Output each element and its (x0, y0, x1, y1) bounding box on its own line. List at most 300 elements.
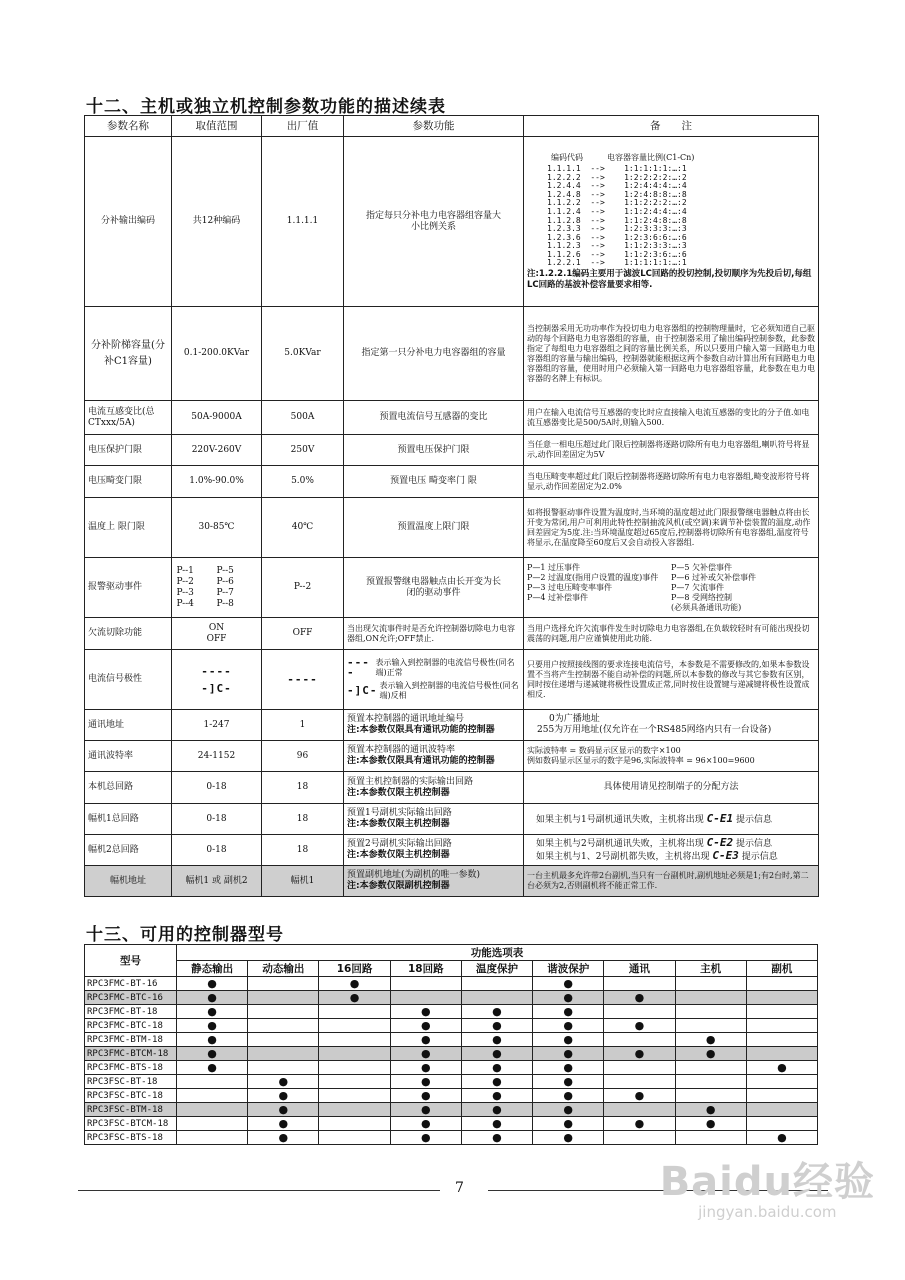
feature-cell (675, 1047, 746, 1061)
model-name: RPC3FMC-BT-16 (85, 977, 177, 991)
remark-line: 例如数码显示区显示的数字是96,实际波特率 = 96×100=9600 (527, 756, 755, 765)
feature-dot-icon: ● (420, 1117, 431, 1130)
feature-cell (319, 1089, 390, 1103)
param-function (344, 866, 524, 897)
func-text: 预置1号副机实际输出回路 (347, 808, 452, 818)
error-code: C-E2 (706, 836, 734, 849)
param-remarks (524, 710, 819, 741)
codes-list: 1.1.1.1 --> 1:1:1:1:1:…:1 1.2.2.2 --> 1:2:2:2:2:…:2 1.2.4.4 --> 1:2:4:4:4:…:4 1.2.4.8 --> 1:2:4:8:8:…:8 1.1.2.2 --> 1:1:2:2:2:…:2 1.1.2.4 --> 1:1:2:4:4:…:4 1.1.2.8 --> 1:1:2:4:8:…:8 1.2.3.3 --> 1:2:3:3:3:…:3 1.2.3.6 --> 1:2:3:6:6:…:6 1.1.2.3 --> 1:1:2:3:3:…:3 1.1.2.6 --> 1:1:2:3:6:…:6 1.2.2.1 --> 1:1:1:1:1:…:1 (547, 163, 687, 268)
feature-dot-icon: ● (207, 1061, 217, 1074)
feature-cell (675, 1089, 746, 1103)
model-name: RPC3FSC-BTS-18 (85, 1131, 177, 1145)
param-default: 96 (262, 741, 344, 772)
feature-cell (604, 1103, 675, 1117)
param-name: 幅机2总回路 (85, 835, 172, 866)
feature-cell (604, 991, 675, 1005)
func-note: 注:本参数仅限副机控制器 (347, 881, 450, 891)
feature-dot-icon: ● (207, 977, 217, 990)
param-remarks (524, 741, 819, 772)
func-text: 预置主机控制器的实际输出回路 (347, 776, 474, 787)
header-feature: 副机 (746, 961, 817, 977)
feature-cell (248, 1075, 319, 1089)
param-function (344, 741, 524, 772)
polarity-normal-symbol: ---- (347, 656, 370, 679)
feature-cell (746, 1061, 817, 1075)
param-range (172, 618, 262, 650)
feature-cell (177, 1089, 248, 1103)
param-remarks: 当用户选择允许欠流事件发生时切除电力电容器组,在负载较轻时有可能出现投切震荡的问题,用户应谨慎使用此功能. (524, 618, 819, 650)
param-remarks: 具体使用请见控制端子的分配方法 (524, 772, 819, 804)
table-row (85, 1075, 818, 1089)
alarm-event: P—6 过补或欠补偿事件 (671, 572, 757, 582)
param-function: 当出现欠流事件时是否允许控制器切除电力电容器组,ON允许;OFF禁止. (344, 618, 524, 650)
header-feature: 温度保护 (461, 961, 532, 977)
alarm-code: P--8 (216, 598, 234, 609)
polarity-normal-desc: 表示输入到控制器的电流信号极性(同名端)正常 (375, 658, 515, 677)
feature-cell (746, 1103, 817, 1117)
param-default: 18 (262, 835, 344, 866)
remark-line: 0为广播地址 (549, 714, 600, 724)
table-row (85, 401, 819, 435)
feature-dot-icon: ● (705, 1103, 716, 1116)
feature-cell (604, 1131, 675, 1145)
feature-cell (675, 991, 746, 1005)
feature-dot-icon: ● (492, 1061, 502, 1074)
param-function (344, 835, 524, 866)
feature-dot-icon: ● (349, 991, 360, 1004)
feature-cell (461, 1033, 532, 1047)
feature-cell (390, 1005, 461, 1019)
alarm-code: P--2 (176, 576, 194, 587)
feature-dot-icon: ● (420, 1047, 431, 1060)
header-remarks: 备 注 (524, 116, 819, 137)
param-default: P--2 (262, 558, 344, 618)
feature-dot-icon: ● (563, 977, 573, 990)
feature-cell (746, 1117, 817, 1131)
feature-cell (461, 1047, 532, 1061)
alarm-code: P--7 (216, 587, 234, 598)
table-row (85, 137, 819, 307)
header-feature: 16回路 (319, 961, 390, 977)
alarm-event: P—5 欠补偿事件 (671, 562, 733, 572)
param-range (172, 558, 262, 618)
model-name: RPC3FMC-BT-18 (85, 1005, 177, 1019)
feature-cell (675, 1061, 746, 1075)
table-row (85, 1061, 818, 1075)
remark-text: 如果主机与1号副机通讯失败，主机将出现 (536, 814, 704, 825)
watermark (660, 1150, 875, 1221)
feature-dot-icon: ● (492, 1005, 502, 1018)
feature-dot-icon: ● (420, 1103, 431, 1116)
range-off: OFF (206, 633, 227, 644)
alarm-event: P—3 过电压畸变率事件 (527, 582, 613, 592)
table-row (85, 991, 818, 1005)
table-row (85, 558, 819, 618)
remark-line: 实际波特率 = 数码显示区显示的数字×100 (527, 746, 681, 755)
param-range: 1-247 (172, 710, 262, 741)
model-table-feature-row (85, 961, 818, 977)
feature-cell (604, 1033, 675, 1047)
alarm-code: P--4 (176, 598, 194, 609)
header-feature: 谐波保护 (533, 961, 604, 977)
param-range: 0-18 (172, 772, 262, 804)
feature-cell (390, 1117, 461, 1131)
remark-text: 提示信息 (741, 852, 778, 862)
feature-dot-icon: ● (705, 1033, 716, 1046)
param-remarks: 当任意一相电压超过此门限后控制器将逐路切除所有电力电容器组,喇叭符号将显示,动作回差固定为5V (524, 435, 819, 466)
feature-cell (675, 1019, 746, 1033)
table-row (85, 307, 819, 401)
func-note: 注:本参数仅限具有通讯功能的控制器 (347, 756, 495, 766)
feature-cell (746, 1089, 817, 1103)
feature-dot-icon: ● (492, 1103, 502, 1116)
feature-cell (533, 991, 604, 1005)
feature-cell (248, 1019, 319, 1033)
feature-cell (248, 977, 319, 991)
param-default: 1 (262, 710, 344, 741)
feature-dot-icon: ● (563, 1047, 573, 1060)
watermark-url: jingyan.baidu.com (698, 1203, 837, 1221)
param-default: 500A (262, 401, 344, 435)
feature-dot-icon: ● (278, 1131, 289, 1144)
feature-dot-icon: ● (563, 1103, 573, 1116)
header-range: 取值范围 (172, 116, 262, 137)
param-function: 预置电压保护门限 (344, 435, 524, 466)
feature-dot-icon: ● (777, 1131, 787, 1144)
feature-cell (461, 1131, 532, 1145)
param-function: 预置电流信号互感器的变比 (344, 401, 524, 435)
feature-cell (675, 1103, 746, 1117)
param-range (172, 650, 262, 710)
codes-header: 编码代码 电容器容量比例(C1-Cn) (551, 152, 695, 162)
feature-cell (177, 1103, 248, 1117)
feature-cell (248, 1089, 319, 1103)
feature-cell (604, 1005, 675, 1019)
table-row (85, 1033, 818, 1047)
feature-dot-icon: ● (634, 1019, 645, 1032)
param-default: 1.1.1.1 (262, 137, 344, 307)
table-row (85, 866, 819, 897)
table-header-row (85, 116, 819, 137)
param-range: 0-18 (172, 835, 262, 866)
param-function (344, 772, 524, 804)
error-code: C-E1 (706, 811, 734, 825)
feature-dot-icon: ● (705, 1117, 716, 1130)
feature-cell (390, 1103, 461, 1117)
model-table (84, 944, 818, 1145)
feature-dot-icon: ● (634, 991, 645, 1004)
feature-cell (604, 1075, 675, 1089)
model-name: RPC3FMC-BTC-18 (85, 1019, 177, 1033)
feature-cell (177, 977, 248, 991)
feature-cell (604, 1117, 675, 1131)
param-name: 本机总回路 (85, 772, 172, 804)
remark-text: 如果主机与1、2号副机都失败，主机将出现 (536, 852, 710, 862)
param-range: 共12种编码 (172, 137, 262, 307)
polarity-reverse-symbol: -]C- (347, 684, 378, 697)
func-note: 注:本参数仅限主机控制器 (347, 787, 450, 798)
table-row (85, 1005, 818, 1019)
feature-cell (604, 977, 675, 991)
param-name: 通讯波特率 (85, 741, 172, 772)
table-row (85, 466, 819, 498)
feature-dot-icon: ● (563, 991, 573, 1004)
feature-cell (746, 1075, 817, 1089)
feature-cell (533, 1089, 604, 1103)
header-default: 出厂值 (262, 116, 344, 137)
param-name: 分补输出编码 (85, 137, 172, 307)
feature-cell (177, 1005, 248, 1019)
alarm-code: P--6 (216, 576, 234, 587)
feature-cell (533, 1117, 604, 1131)
polarity-default-symbol: ---- (287, 673, 318, 686)
feature-dot-icon: ● (563, 1005, 573, 1018)
header-feature: 通讯 (604, 961, 675, 977)
header-feature: 动态输出 (248, 961, 319, 977)
param-function: 指定每只分补电力电容器组容量大小比例关系 (344, 137, 524, 307)
feature-cell (248, 1117, 319, 1131)
feature-cell (746, 1019, 817, 1033)
feature-cell (746, 1131, 817, 1145)
feature-cell (177, 1117, 248, 1131)
feature-dot-icon: ● (492, 1075, 502, 1088)
feature-cell (319, 1033, 390, 1047)
param-function (344, 804, 524, 835)
feature-dot-icon: ● (492, 1019, 502, 1032)
model-name: RPC3FMC-BTM-18 (85, 1033, 177, 1047)
model-name: RPC3FSC-BTM-18 (85, 1103, 177, 1117)
func-text: 预置副机地址(为副机的唯一参数) (347, 870, 481, 880)
param-range: 幅机1 或 副机2 (172, 866, 262, 897)
table-row (85, 1019, 818, 1033)
table-row (85, 772, 819, 804)
feature-cell (675, 1005, 746, 1019)
remark-text: 提示信息 (735, 814, 772, 825)
header-model: 型号 (85, 945, 177, 977)
feature-dot-icon: ● (207, 1019, 217, 1032)
feature-cell (177, 1033, 248, 1047)
param-default (262, 650, 344, 710)
alarm-event: P—4 过补偿事件 (527, 592, 589, 602)
feature-cell (675, 1131, 746, 1145)
param-remarks: 当控制器采用无功功率作为投切电力电容器组的控制物理量时，它必须知道自己驱动的每个回路电力电容器组的容量，由于控制器采用了输出编码控制参数，此参数指定了每组电力电容器组之间的容量比例关系，所以只要用户输入第一回路电力电容器组的容量与输出编码，控制器就能根据这两个参数自动计算出所有回路电力电容器组的容量，使用时用户必须输入第一回路电力电容器组容量，此参数在电力电容器的名牌上有标识。 (524, 307, 819, 401)
param-remarks (524, 835, 819, 866)
param-default: 5.0KVar (262, 307, 344, 401)
param-function (344, 710, 524, 741)
feature-cell (533, 977, 604, 991)
feature-cell (319, 1131, 390, 1145)
param-default: 5.0% (262, 466, 344, 498)
table-row (85, 1047, 818, 1061)
param-name: 电流互感变比(总CTxxx/5A) (85, 401, 172, 435)
func-note: 注:本参数仅限主机控制器 (347, 819, 450, 829)
feature-cell (177, 1061, 248, 1075)
func-text: 预置2号副机实际输出回路 (347, 839, 452, 849)
table-row (85, 804, 819, 835)
feature-cell (177, 1019, 248, 1033)
header-feature: 主机 (675, 961, 746, 977)
table-row (85, 710, 819, 741)
feature-dot-icon: ● (207, 1005, 217, 1018)
param-name: 温度上 限门限 (85, 498, 172, 558)
alarm-event: P—8 受网络控制 (671, 592, 733, 602)
feature-dot-icon: ● (278, 1103, 289, 1116)
feature-cell (461, 1117, 532, 1131)
feature-cell (177, 1075, 248, 1089)
feature-cell (248, 1061, 319, 1075)
feature-cell (319, 991, 390, 1005)
feature-cell (533, 1033, 604, 1047)
parameter-table (84, 115, 819, 897)
model-name: RPC3FSC-BTC-18 (85, 1089, 177, 1103)
feature-dot-icon: ● (278, 1089, 289, 1102)
param-remarks: 如将报警驱动事件设置为温度时,当环境的温度超过此门限报警继电器触点将由长开变为常闭,用户可利用此特性控制抽流风机(或空调)来调节补偿装置的温度,动作回差固定为5度.注:当环境温度超过65度后,控制器将切除所有电容器组,温度符号将显示,在温度降至60度后又会自动投入容器组. (524, 498, 819, 558)
feature-cell (248, 1005, 319, 1019)
param-remarks: 用户在输入电流信号互感器的变比时应直接输入电流互感器的变比的分子值.如电流互感器变比是500/5A时,则输入500. (524, 401, 819, 435)
feature-dot-icon: ● (563, 1019, 573, 1032)
model-table-body (85, 977, 818, 1145)
feature-cell (319, 1005, 390, 1019)
param-function: 指定第一只分补电力电容器组的容量 (344, 307, 524, 401)
feature-cell (177, 1131, 248, 1145)
feature-dot-icon: ● (420, 1005, 431, 1018)
feature-cell (461, 991, 532, 1005)
model-name: RPC3FSC-BT-18 (85, 1075, 177, 1089)
feature-cell (533, 1047, 604, 1061)
feature-cell (461, 1103, 532, 1117)
table-row (85, 498, 819, 558)
remark-text: 如果主机与2号副机通讯失败，主机将出现 (536, 839, 704, 849)
feature-cell (746, 977, 817, 991)
func-note: 注:本参数仅限具有通讯功能的控制器 (347, 725, 495, 735)
feature-dot-icon: ● (634, 1047, 645, 1060)
func-note: 注:本参数仅限主机控制器 (347, 850, 450, 860)
param-default: 18 (262, 772, 344, 804)
table-row (85, 1117, 818, 1131)
alarm-event: P—2 过温度(指用户设置的温度)事件 (527, 572, 659, 582)
feature-dot-icon: ● (563, 1033, 573, 1046)
table-row (85, 435, 819, 466)
feature-cell (461, 1089, 532, 1103)
header-feature: 静态输出 (177, 961, 248, 977)
param-remarks: 一台主机最多允许带2台副机,当只有一台副机时,副机地址必须是1;有2台时,第二台必须为2,否则副机将不能正常工作. (524, 866, 819, 897)
remark-line: 255为万用地址(仅允许在一个RS485网络内只有一台设备) (537, 725, 772, 735)
param-range: 50A-9000A (172, 401, 262, 435)
alarm-code: P--5 (216, 565, 234, 576)
feature-cell (461, 1019, 532, 1033)
param-name: 幅机地址 (85, 866, 172, 897)
remark-text: 提示信息 (735, 839, 772, 849)
feature-cell (604, 1061, 675, 1075)
feature-cell (177, 1047, 248, 1061)
feature-cell (533, 1005, 604, 1019)
feature-cell (604, 1047, 675, 1061)
model-name: RPC3FMC-BTS-18 (85, 1061, 177, 1075)
param-function: 预置报警继电器触点由长开变为长闭的驱动事件 (344, 558, 524, 618)
error-code: C-E3 (712, 849, 739, 862)
param-range: 24-1152 (172, 741, 262, 772)
param-range: 0-18 (172, 804, 262, 835)
section-13-title: 十三、可用的控制器型号 (86, 925, 284, 945)
param-remarks (524, 804, 819, 835)
range-on: ON (208, 622, 225, 633)
feature-cell (248, 991, 319, 1005)
table-row (85, 1089, 818, 1103)
feature-cell (390, 1131, 461, 1145)
feature-dot-icon: ● (492, 1089, 502, 1102)
feature-cell (390, 991, 461, 1005)
param-name: 电压保护门限 (85, 435, 172, 466)
feature-cell (533, 1131, 604, 1145)
feature-dot-icon: ● (278, 1075, 289, 1088)
feature-cell (319, 1103, 390, 1117)
model-name: RPC3FMC-BTCM-18 (85, 1047, 177, 1061)
param-name: 电压畸变门限 (85, 466, 172, 498)
feature-cell (461, 977, 532, 991)
param-remarks: 只要用户按照接线图的要求连接电流信号，本参数是不需要修改的,如果本参数设置不当将产生控制器不能自动补偿的问题,所以本参数的修改与其它参数有区别，同时按住递增与递减键将极性设置成正常,同时按住设置键与递减键将极性设置成相反. (524, 650, 819, 710)
feature-cell (390, 1061, 461, 1075)
feature-cell (746, 1047, 817, 1061)
param-name: 电流信号极性 (85, 650, 172, 710)
param-default: 250V (262, 435, 344, 466)
feature-cell (248, 1033, 319, 1047)
feature-cell (319, 1075, 390, 1089)
feature-cell (746, 1005, 817, 1019)
polarity-reverse-symbol: -]C- (201, 681, 232, 695)
header-function: 参数功能 (344, 116, 524, 137)
feature-cell (533, 1103, 604, 1117)
feature-dot-icon: ● (492, 1047, 502, 1060)
feature-cell (390, 977, 461, 991)
feature-cell (390, 1047, 461, 1061)
codes-note: 注:1.2.2.1编码主要用于滤波LC回路的投切控制,投切顺序为先投后切,每组LC回路的基波补偿容量要求相等. (527, 269, 812, 291)
feature-dot-icon: ● (349, 977, 360, 990)
model-table-group-row (85, 945, 818, 961)
feature-dot-icon: ● (207, 1047, 217, 1060)
feature-cell (604, 1089, 675, 1103)
table-row (85, 618, 819, 650)
footer-rule-left (78, 1190, 440, 1191)
feature-cell (319, 977, 390, 991)
alarm-event: P—7 欠流事件 (671, 582, 725, 592)
feature-dot-icon: ● (563, 1131, 573, 1144)
feature-dot-icon: ● (278, 1117, 289, 1130)
feature-cell (319, 1019, 390, 1033)
feature-dot-icon: ● (420, 1033, 431, 1046)
feature-cell (319, 1117, 390, 1131)
feature-cell (675, 1117, 746, 1131)
header-param-name: 参数名称 (85, 116, 172, 137)
param-name: 分补阶梯容量(分补C1容量) (85, 307, 172, 401)
func-text: 预置本控制器的通讯地址编号 (347, 714, 465, 724)
feature-dot-icon: ● (420, 1089, 431, 1102)
model-name: RPC3FMC-BTC-16 (85, 991, 177, 1005)
feature-cell (533, 1019, 604, 1033)
param-name: 欠流切除功能 (85, 618, 172, 650)
feature-cell (746, 991, 817, 1005)
feature-dot-icon: ● (420, 1075, 431, 1088)
feature-dot-icon: ● (705, 1047, 716, 1060)
feature-dot-icon: ● (634, 1089, 645, 1102)
param-range: 30-85℃ (172, 498, 262, 558)
feature-dot-icon: ● (492, 1033, 502, 1046)
param-name: 幅机1总回路 (85, 804, 172, 835)
feature-cell (390, 1033, 461, 1047)
feature-cell (533, 1061, 604, 1075)
feature-cell (533, 1075, 604, 1089)
feature-cell (675, 977, 746, 991)
feature-dot-icon: ● (563, 1061, 573, 1074)
